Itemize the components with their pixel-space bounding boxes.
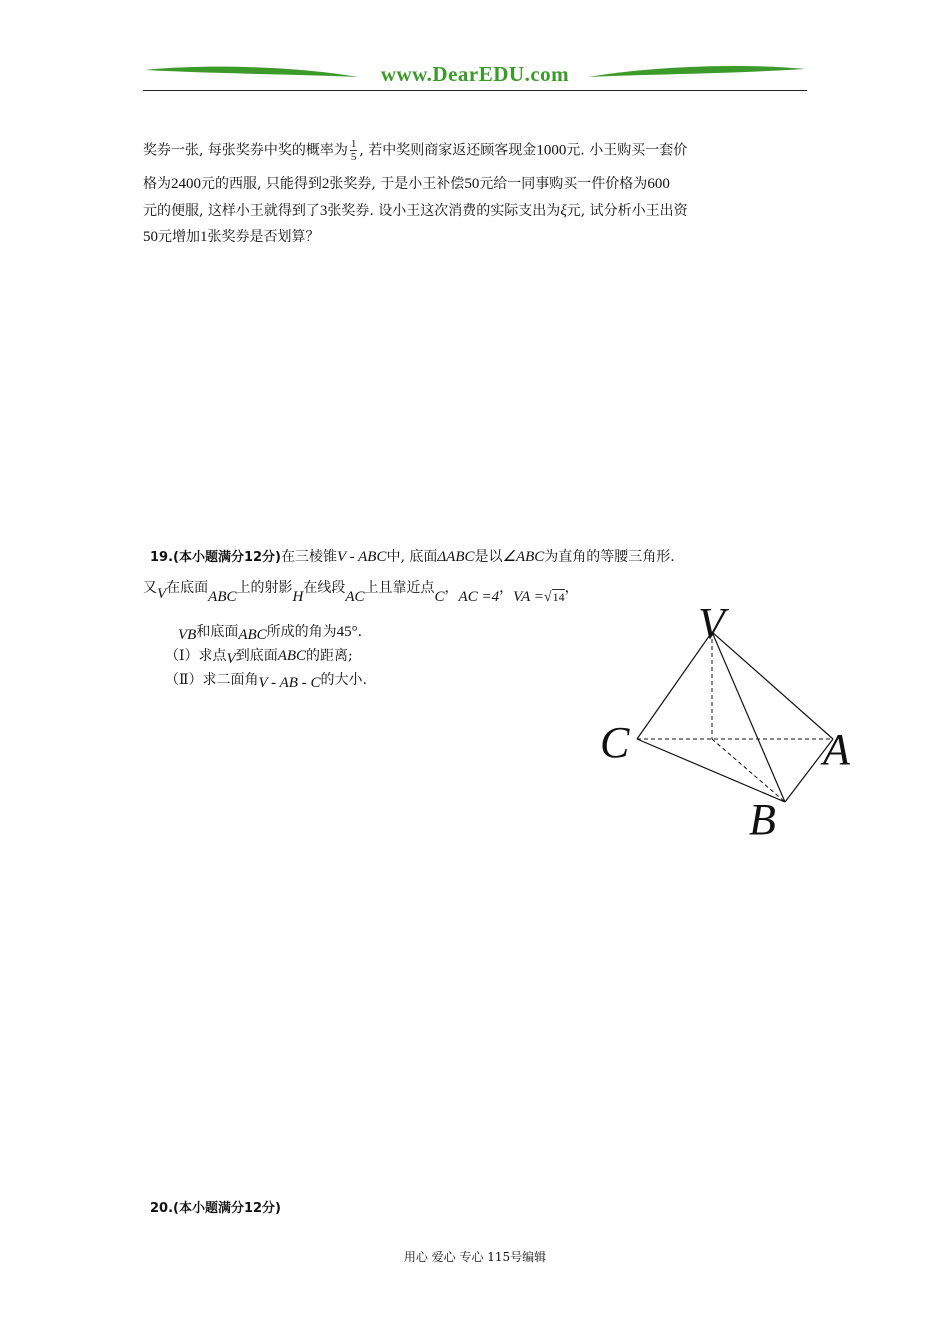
q18-line-3 xyxy=(143,201,688,221)
text: 是以 xyxy=(474,549,503,565)
text: 在底面 xyxy=(166,580,209,596)
math: ΔABC xyxy=(437,549,475,565)
text: 元. 小王购买一套价 xyxy=(566,142,688,159)
text: 元增加 xyxy=(158,229,200,245)
math: ABC xyxy=(238,627,267,643)
q19-line-2 xyxy=(143,578,579,605)
text: 上且靠近点 xyxy=(364,580,435,596)
math: AC xyxy=(345,589,365,605)
text: 又 xyxy=(143,580,157,596)
q18-line-4 xyxy=(143,227,320,247)
vertex-label-c: C xyxy=(600,718,630,767)
text: 上的射影 xyxy=(236,580,293,596)
text: 元给一同事购买一件价格为 xyxy=(479,176,648,192)
sqrt-radicand: 14 xyxy=(552,590,565,604)
math-symbol: ξ xyxy=(560,203,567,219)
edge-cb xyxy=(637,739,785,802)
number: 1000 xyxy=(536,142,567,159)
math: V - ABC xyxy=(337,549,387,565)
math: VA = xyxy=(513,589,544,605)
text: 元的便服, 这样小王就得到了 xyxy=(143,203,320,219)
math: ∠ABC xyxy=(502,549,545,565)
text: 到底面 xyxy=(235,648,278,664)
math: AC =4 xyxy=(458,589,500,605)
text: ， xyxy=(499,580,514,596)
page-footer: 用心 爱心 专心 115号编辑 xyxy=(403,1250,547,1264)
number: 50 xyxy=(464,176,480,192)
number: 2400 xyxy=(171,176,201,192)
number: 50 xyxy=(143,229,158,245)
number: 2 xyxy=(321,176,330,192)
text: 张奖券是否划算？ xyxy=(207,229,320,245)
math: V xyxy=(226,651,236,667)
text: 所成的角为 xyxy=(266,624,337,640)
edge-vb xyxy=(712,632,785,802)
number: 1 xyxy=(200,229,208,245)
page-header xyxy=(143,60,807,94)
math: V xyxy=(157,586,167,602)
text: . xyxy=(357,624,363,640)
text: 奖券一张, 每张奖券中奖的概率为 xyxy=(143,142,348,159)
q19-part-2 xyxy=(165,670,367,690)
text: 的大小. xyxy=(320,672,367,688)
text: 和底面 xyxy=(196,624,239,640)
q19-part-1 xyxy=(165,646,353,666)
fraction-denominator: 5 xyxy=(350,151,357,163)
q18-line-1 xyxy=(143,138,687,163)
math: 45° xyxy=(336,624,358,640)
text: （Ⅰ）求点 xyxy=(165,648,227,664)
math: H xyxy=(292,589,304,605)
number: 600 xyxy=(647,176,670,192)
q20-heading xyxy=(150,1198,281,1219)
q19-line-3 xyxy=(178,622,362,642)
math: ABC xyxy=(277,648,307,664)
text: 元, 试分析小王出资 xyxy=(566,203,688,219)
header-rule xyxy=(143,90,807,91)
text: , 若中奖则商家返还顾客现金 xyxy=(359,142,537,159)
fraction-numerator: 1 xyxy=(350,138,357,150)
text: 在三棱锥 xyxy=(281,549,338,565)
text: （Ⅱ）求二面角 xyxy=(165,672,259,688)
vertex-label-a: A xyxy=(823,725,850,774)
question-label: 19.(本小题满分12分) xyxy=(150,550,282,565)
q18-line-2 xyxy=(143,174,670,194)
math: ABC xyxy=(208,589,237,605)
text: 张奖券, 于是小王补偿 xyxy=(329,176,465,192)
math: VB xyxy=(178,627,197,643)
pyramid-figure xyxy=(590,600,870,845)
text: 格为 xyxy=(143,176,171,192)
segment-hb xyxy=(712,739,785,802)
text: 中, 底面 xyxy=(386,549,438,565)
question-label: 20.(本小题满分12分) xyxy=(150,1201,282,1216)
edge-vc xyxy=(637,632,712,739)
q19-line-1 xyxy=(150,547,675,568)
text: 为直角的等腰三角形. xyxy=(544,549,675,565)
edge-va xyxy=(712,632,833,739)
text: 张奖券. 设小王这次消费的实际支出为 xyxy=(327,203,561,219)
text: 的距离; xyxy=(306,648,353,664)
number: 3 xyxy=(319,203,328,219)
math: V - AB - C xyxy=(258,675,321,691)
vertex-label-v: V xyxy=(698,600,725,648)
math: C xyxy=(434,589,445,605)
text: 在线段 xyxy=(303,580,346,596)
site-title: www.DearEDU.com xyxy=(380,62,570,86)
sqrt-expression: √14 xyxy=(543,590,565,605)
fraction xyxy=(350,138,358,163)
vertex-label-b: B xyxy=(749,795,776,844)
text: ， xyxy=(444,580,459,596)
text: ， xyxy=(564,580,579,596)
text: 元的西服, 只能得到 xyxy=(201,176,322,192)
